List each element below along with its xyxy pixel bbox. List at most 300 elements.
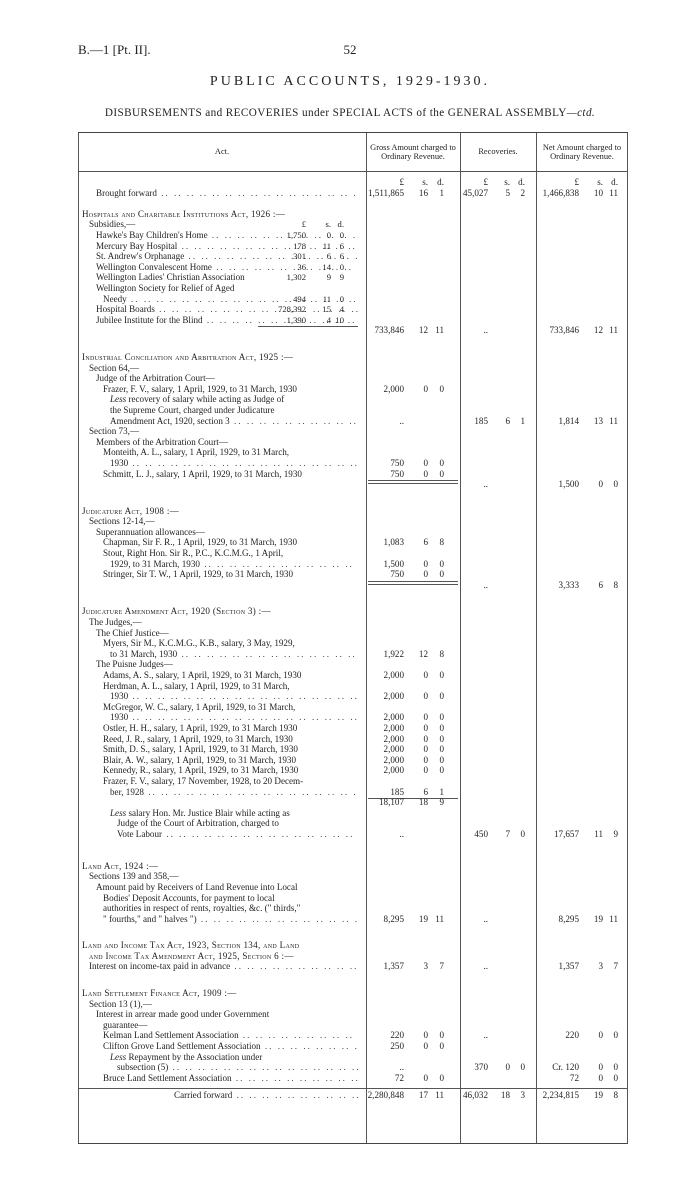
sub-amount-shillings: 14 [322, 261, 331, 272]
gross-amount-pence: 11 [435, 913, 444, 924]
gross-amount-shillings: 0 [423, 765, 428, 776]
act-text: Mercury Bay Hospital .. .. [96, 241, 358, 252]
rec-amount-pence: 0 [520, 828, 525, 839]
gross-amount-shillings: 0 [423, 1040, 428, 1051]
gross-amount-shillings: 6 [423, 537, 428, 548]
act-text: Amount paid by Receivers of Land Revenue into Local [96, 881, 298, 892]
table-row [78, 209, 628, 220]
gross-amount-pounds: 2,000 [383, 754, 404, 765]
rec-amount-pence: 1 [520, 415, 525, 426]
act-text: Judicature Act, 1908 :— [82, 505, 180, 516]
net-amount-pounds: 220 [565, 1030, 579, 1041]
table-row [78, 829, 628, 840]
table-row [78, 580, 628, 591]
sub-amount-shillings: 9 [326, 272, 331, 283]
act-text: Judge of the Court of Arbitration, charged to [117, 818, 279, 829]
table-row [78, 882, 628, 893]
act-text: Frazer, F. V., salary, 1 April, 1929, to 31 March, 1930 [103, 383, 297, 394]
gross-amount-pounds: .. [399, 415, 404, 426]
gross-amount-pence: 7 [439, 961, 444, 972]
net-amount-pence: 9 [613, 828, 618, 839]
table-row [78, 294, 628, 305]
act-text: Adams, A. S., salary, 1 April, 1929, to 31 March, 1930 [103, 669, 302, 680]
sub-amount-pence: 0 [339, 230, 344, 240]
gross-amount-pence: 0 [439, 1040, 444, 1051]
act-text: Stringer, Sir T. W., 1 April, 1929, to 31 March, 1930 [103, 569, 294, 580]
gross-amount-pounds: 1,357 [383, 961, 404, 972]
sub-amount-pence: 6 [339, 251, 344, 262]
rec-amount-pounds: .. [483, 961, 488, 972]
gross-amount-shillings: 12 [418, 648, 428, 659]
gross-amount-shillings: 0 [423, 468, 428, 479]
net-amount-shillings: 0 [598, 1072, 603, 1083]
table-row [78, 776, 628, 787]
gross-amount-pence: 1 [439, 187, 444, 198]
table-row [78, 469, 628, 480]
gross-amount-pounds: 250 [390, 1040, 404, 1051]
rec-amount-pounds: 45,027 [462, 187, 488, 198]
table-row [78, 712, 628, 723]
gross-amount-shillings: 0 [423, 1030, 428, 1041]
table-row [78, 373, 628, 384]
table-row [78, 219, 628, 230]
net-amount-pence: 11 [609, 415, 618, 426]
table-row [78, 559, 628, 570]
gross-amount-shillings: 0 [423, 744, 428, 755]
gross-amount-pence: 0 [439, 691, 444, 702]
table-row [78, 808, 628, 819]
sub-amount-pence: 0 [339, 293, 344, 304]
act-text: the Supreme Court, charged under Judicature [110, 404, 275, 415]
table-row [78, 394, 628, 405]
rec-amount-pounds: 46,032 [462, 1089, 488, 1100]
sub-amount-pence: 0 [339, 261, 344, 272]
gross-amount-pounds: 2,000 [383, 744, 404, 755]
table-row [78, 617, 628, 628]
net-amount-pence: 8 [613, 1089, 618, 1100]
net-amount-shillings: s. [597, 177, 603, 187]
table-row [78, 230, 628, 241]
table-row [78, 251, 628, 262]
act-text: " fourths," and " halves ") .. .. [103, 914, 358, 925]
row-units [78, 177, 628, 188]
net-amount-pence: 11 [609, 913, 618, 924]
act-text: Sections 12-14,— [89, 516, 155, 527]
net-amount-pence: 0 [613, 1062, 618, 1073]
rec-amount-pounds: 370 [474, 1062, 488, 1073]
table-row [78, 537, 628, 548]
table-row [78, 691, 628, 702]
column-header-act: Act. [214, 147, 230, 157]
gross-amount-shillings: 3 [423, 961, 428, 972]
table-row [78, 1020, 628, 1031]
sub-amount-shillings: 11 [322, 240, 331, 251]
sub-amount-pence: 4 [339, 304, 344, 315]
rec-amount-pounds: .. [483, 325, 488, 336]
table-row [78, 951, 628, 962]
gross-amount-pence: 0 [439, 468, 444, 479]
gross-amount-pounds: 2,000 [383, 669, 404, 680]
act-text: and Income Tax Amendment Act, 1925, Section 6 :— [89, 950, 294, 961]
table-row [78, 961, 628, 972]
act-text: Carried forward .. .. [174, 1090, 358, 1101]
gross-amount-shillings: 0 [423, 558, 428, 569]
act-text: 1930 .. .. [110, 712, 358, 723]
act-text: Section 73,— [89, 426, 140, 437]
act-text: Judge of the Arbitration Court— [96, 373, 215, 384]
gross-amount-pounds: 72 [394, 1072, 404, 1083]
net-amount-pence: 11 [609, 187, 618, 198]
act-text: McGregor, W. C., salary, 1 April, 1929, to 31 March, [103, 701, 296, 712]
act-text: Wellington Convalescent Home .. .. [96, 262, 358, 273]
gross-amount-shillings: 18 [418, 797, 428, 808]
gross-amount-pence: 11 [435, 325, 444, 336]
rec-amount-pounds: .. [483, 1030, 488, 1041]
gross-amount-pence: 0 [439, 1072, 444, 1083]
act-text: ber, 1928 .. .. [110, 787, 358, 798]
sub-amount-pence: 9 [339, 272, 344, 283]
gross-amount-shillings: 19 [418, 913, 428, 924]
gross-amount-pounds: 2,000 [383, 765, 404, 776]
gross-amount-pence: 0 [439, 744, 444, 755]
net-amount-shillings: 6 [598, 579, 603, 590]
table-row [78, 734, 628, 745]
rec-amount-pounds: .. [483, 479, 488, 490]
net-amount-pence: 7 [613, 961, 618, 972]
act-text: The Judges,— [89, 616, 142, 627]
gross-amount-shillings: 17 [418, 1089, 428, 1100]
column-header-net: Net Amount charged to Ordinary Revenue. [542, 142, 622, 161]
net-amount-pounds: 1,500 [558, 479, 579, 490]
sub-amount-pounds: £ [301, 219, 306, 230]
gross-amount-pounds: 1,500 [383, 558, 404, 569]
sub-amount-shillings: 4 [326, 314, 331, 325]
gross-amount-pence: 9 [439, 797, 444, 808]
net-amount-shillings: 19 [593, 1089, 603, 1100]
net-amount-shillings: 10 [593, 187, 603, 198]
net-amount-shillings: 0 [598, 1062, 603, 1073]
act-text: Less salary Hon. Mr. Justice Blair while acting as [110, 807, 290, 818]
act-text: The Puisne Judges— [96, 659, 173, 670]
gross-amount-pence: 0 [439, 558, 444, 569]
act-text: Interest in arrear made good under Government [96, 1009, 270, 1020]
sub-amount-shillings: 11 [322, 293, 331, 304]
net-amount-pounds: £ [574, 177, 579, 187]
gross-amount-pence: 0 [439, 754, 444, 765]
gross-amount-pounds: 750 [390, 468, 404, 479]
gross-amount-pounds: £ [399, 177, 404, 187]
gross-amount-shillings: 0 [423, 733, 428, 744]
gross-amount-pounds: 2,280,848 [367, 1089, 404, 1100]
rec-amount-pounds: 185 [474, 415, 488, 426]
net-amount-pence: 0 [613, 479, 618, 490]
column-header-gross: Gross Amount charged to Ordinary Revenue. [370, 142, 456, 161]
gross-amount-pounds: 2,000 [383, 383, 404, 394]
rec-amount-pence: 2 [520, 187, 525, 198]
column-header-recoveries: Recoveries. [478, 147, 518, 157]
sub-amount-pounds: 728,392 [278, 304, 306, 315]
net-amount-pounds: 3,333 [558, 579, 579, 590]
gross-amount-shillings: 16 [418, 187, 428, 198]
net-amount-pence: 8 [613, 579, 618, 590]
act-text: Ostler, H. H., salary, 1 April, 1929, to 31 March 1930 [103, 722, 298, 733]
act-text: Wellington Ladies' Christian Association [96, 272, 245, 283]
gross-amount-shillings: 6 [423, 786, 428, 797]
table-row [78, 670, 628, 681]
sub-amount-shillings: 6 [326, 251, 331, 262]
gross-amount-pounds: 220 [390, 1030, 404, 1041]
act-text: Hawke's Bay Children's Home .. .. [96, 230, 358, 241]
gross-amount-shillings: 0 [423, 754, 428, 765]
net-amount-pounds: 733,846 [549, 325, 579, 336]
table-row [78, 283, 628, 294]
act-text: Wellington Society for Relief of Aged [96, 283, 235, 293]
net-amount-pounds: 2,234,815 [542, 1089, 579, 1100]
table-row [78, 628, 628, 639]
table-row [78, 437, 628, 448]
table-row [78, 606, 628, 617]
net-amount-pounds: 17,657 [553, 828, 579, 839]
table-row [78, 262, 628, 273]
gross-amount-shillings: 0 [423, 1072, 428, 1083]
gross-amount-pounds: 2,000 [383, 712, 404, 723]
table-row [78, 1009, 628, 1020]
act-text: Chapman, Sir F. R., 1 April, 1929, to 31 March, 1930 [103, 537, 298, 548]
gross-amount-pence: 8 [439, 537, 444, 548]
table-row [78, 940, 628, 951]
table-row [78, 755, 628, 766]
net-amount-pounds: 8,295 [558, 913, 579, 924]
table-row [78, 871, 628, 882]
table-row [78, 241, 628, 252]
sub-amount-pence: 10 [335, 314, 344, 325]
gross-amount-shillings: 0 [423, 722, 428, 733]
subtitle-text: DISBURSEMENTS and RECOVERIES under SPECIAL ACTS of the GENERAL ASSEMBLY [104, 107, 567, 119]
italic-lead: Less [110, 1051, 127, 1062]
document-reference: B.—1 [Pt. II]. [78, 42, 151, 57]
table-row [78, 479, 628, 490]
gross-amount-shillings: 0 [423, 712, 428, 723]
act-text: Needy .. .. [103, 294, 358, 305]
table-row [78, 818, 628, 829]
net-amount-shillings: 19 [593, 913, 603, 924]
rec-amount-pounds: £ [483, 177, 488, 187]
act-text: Herdman, A. L., salary, 1 April, 1929, to 31 March, [103, 680, 290, 691]
gross-amount-shillings: 0 [423, 669, 428, 680]
rec-amount-shillings: 5 [505, 187, 510, 198]
gross-amount-pounds: 18,107 [378, 797, 404, 808]
act-text: St. Andrew's Orphanage .. .. [96, 251, 358, 262]
table-row [78, 765, 628, 776]
act-text: Section 13 (1),— [89, 998, 152, 1009]
net-amount-shillings: 12 [593, 325, 603, 336]
gross-amount-pounds: 185 [390, 786, 404, 797]
gross-amount-pence: 1 [439, 786, 444, 797]
gross-amount-pounds: .. [399, 1062, 404, 1073]
net-amount-pounds: 1,357 [558, 961, 579, 972]
act-text: 1930 .. .. [110, 458, 358, 469]
net-amount-shillings: 11 [594, 828, 603, 839]
table-row [78, 1041, 628, 1052]
gross-amount-pounds: 1,083 [383, 537, 404, 548]
table-row [78, 649, 628, 660]
rec-amount-pence: d. [518, 177, 525, 187]
gross-amount-pence: 0 [439, 457, 444, 468]
table-row [78, 569, 628, 580]
net-amount-shillings: 0 [598, 479, 603, 490]
act-text: Less recovery of salary while acting as Judge of [110, 394, 285, 405]
table-row [78, 384, 628, 395]
table-row [78, 416, 628, 427]
table-row [78, 1073, 628, 1084]
gross-amount-pounds: 750 [390, 457, 404, 468]
table-row [78, 304, 628, 315]
net-amount-pounds: 1,814 [558, 415, 579, 426]
sub-amount-pounds: 1,390 [286, 314, 306, 325]
rec-amount-pence: 0 [520, 1062, 525, 1073]
net-amount-pounds: 72 [569, 1072, 579, 1083]
rec-amount-shillings: 18 [500, 1089, 510, 1100]
table-row [78, 1052, 628, 1063]
rec-amount-shillings: 6 [505, 415, 510, 426]
act-text: Bodies' Deposit Accounts, for payment to local [103, 892, 275, 903]
table-row [78, 903, 628, 914]
gross-amount-pounds: 2,000 [383, 733, 404, 744]
gross-amount-pounds: 8,295 [383, 913, 404, 924]
act-text: Judicature Amendment Act, 1920 (Section 3) :— [82, 606, 271, 617]
row-total [78, 1090, 628, 1101]
table-row [78, 638, 628, 649]
sub-amount-pounds: 301 [293, 251, 306, 262]
table-row [78, 363, 628, 374]
net-amount-shillings: 13 [593, 415, 603, 426]
gross-amount-shillings: 0 [423, 383, 428, 394]
table-row [78, 405, 628, 416]
gross-amount-shillings: 12 [418, 325, 428, 336]
act-text: Vote Labour .. .. [117, 829, 358, 840]
table-header-row [78, 133, 628, 172]
act-text: 1930 .. .. [110, 691, 358, 702]
table-row [78, 893, 628, 904]
act-text: Smith, D. S., salary, 1 April, 1929, to 31 March, 1930 [103, 744, 298, 755]
act-text: Brought forward .. .. [96, 188, 358, 199]
sub-amount-pence: 6 [339, 240, 344, 251]
italic-lead: Less [110, 807, 127, 818]
gross-amount-pence: d. [437, 177, 444, 187]
act-text: Reed, J. R., salary, 1 April, 1929, to 31 March, 1930 [103, 733, 293, 744]
gross-amount-pounds: 1,511,865 [367, 187, 404, 198]
gross-amount-shillings: 0 [423, 457, 428, 468]
act-text: The Chief Justice— [96, 627, 169, 638]
rec-amount-pence: 3 [520, 1089, 525, 1100]
table-row [78, 426, 628, 437]
sub-amount-pounds: 178 [293, 240, 306, 251]
net-amount-pence: 0 [613, 1030, 618, 1041]
table-row [78, 548, 628, 559]
table-row [78, 516, 628, 527]
gross-amount-pounds: 750 [390, 569, 404, 580]
rec-amount-pounds: 450 [474, 828, 488, 839]
table-row [78, 914, 628, 925]
net-amount-pence: 11 [609, 325, 618, 336]
act-text: Section 64,— [89, 362, 140, 373]
table-row [78, 1030, 628, 1041]
rec-amount-pounds: .. [483, 913, 488, 924]
act-text: Myers, Sir M., K.C.M.G., K.B., salary, 3 May, 1929, [103, 638, 295, 649]
act-text: Stout, Right Hon. Sir R., P.C., K.C.M.G., 1 April, [103, 548, 284, 558]
table-row [78, 702, 628, 713]
gross-amount-pounds: 2,000 [383, 691, 404, 702]
sub-amount-shillings: 15 [322, 304, 331, 315]
act-text: Subsidies,— [89, 219, 136, 230]
net-amount-pence: 0 [613, 1072, 618, 1083]
page-number: 52 [343, 42, 357, 57]
sub-amount-shillings: 0 [326, 230, 331, 240]
table-row [78, 681, 628, 692]
net-amount-shillings: 0 [598, 1030, 603, 1041]
table-row [78, 325, 628, 336]
accounts-table [78, 132, 628, 1144]
table-row [78, 458, 628, 469]
act-text: Amendment Act, 1920, section 3 .. .. [110, 416, 358, 427]
gross-amount-pence: 0 [439, 733, 444, 744]
subtitle-suffix: —ctd. [566, 107, 596, 119]
act-text: Jubilee Institute for the Blind .. .. [96, 315, 358, 326]
gross-amount-pence: 11 [435, 1089, 444, 1100]
table-row [78, 723, 628, 734]
act-text: Hospital Boards .. .. [96, 304, 358, 315]
table-row [78, 999, 628, 1010]
act-text: Monteith, A. L., salary, 1 April, 1929, to 31 March, [103, 447, 290, 458]
table-row [78, 188, 628, 199]
table-row [78, 861, 628, 872]
gross-amount-pence: 0 [439, 383, 444, 394]
table-row [78, 352, 628, 363]
total-rule [78, 1088, 627, 1089]
act-text: Hospitals and Charitable Institutions Act, 1926 :— [82, 208, 286, 219]
gross-amount-pence: 0 [439, 712, 444, 723]
act-text: Land Settlement Finance Act, 1909 :— [82, 987, 237, 998]
row-subtotal [78, 797, 628, 808]
table-row [78, 506, 628, 517]
rec-amount-shillings: 7 [505, 828, 510, 839]
sub-amount-pence: d. [337, 219, 344, 230]
gross-amount-pence: 0 [439, 669, 444, 680]
gross-amount-pounds: 1,922 [383, 648, 404, 659]
act-text: Sections 139 and 358,— [89, 871, 179, 882]
act-text: to 31 March, 1930 .. .. [110, 649, 358, 660]
gross-amount-pence: 0 [439, 722, 444, 733]
gross-amount-pence: 0 [439, 765, 444, 776]
table-row [78, 527, 628, 538]
gross-amount-pounds: 2,000 [383, 722, 404, 733]
net-amount-pounds: Cr. 120 [552, 1062, 579, 1073]
gross-amount-pounds: .. [399, 828, 404, 839]
page-subtitle [0, 107, 700, 119]
act-text: Less Repayment by the Association under [110, 1051, 263, 1062]
page-title: PUBLIC ACCOUNTS, 1929-1930. [209, 74, 491, 89]
table-row [78, 1062, 628, 1073]
sub-amount-shillings: s. [325, 219, 331, 230]
table-row [78, 315, 628, 326]
net-amount-pounds: 1,466,838 [542, 187, 579, 198]
act-text: Superannuation allowances— [96, 526, 205, 537]
table-row [78, 272, 628, 283]
act-text: Kelman Land Settlement Association .. .. [103, 1030, 358, 1041]
act-text: Blair, A. W., salary, 1 April, 1929, to 31 March, 1930 [103, 754, 297, 765]
act-text: Land and Income Tax Act, 1923, Section 134, and Land [82, 940, 300, 951]
act-text: Land Act, 1924 :— [82, 860, 159, 871]
